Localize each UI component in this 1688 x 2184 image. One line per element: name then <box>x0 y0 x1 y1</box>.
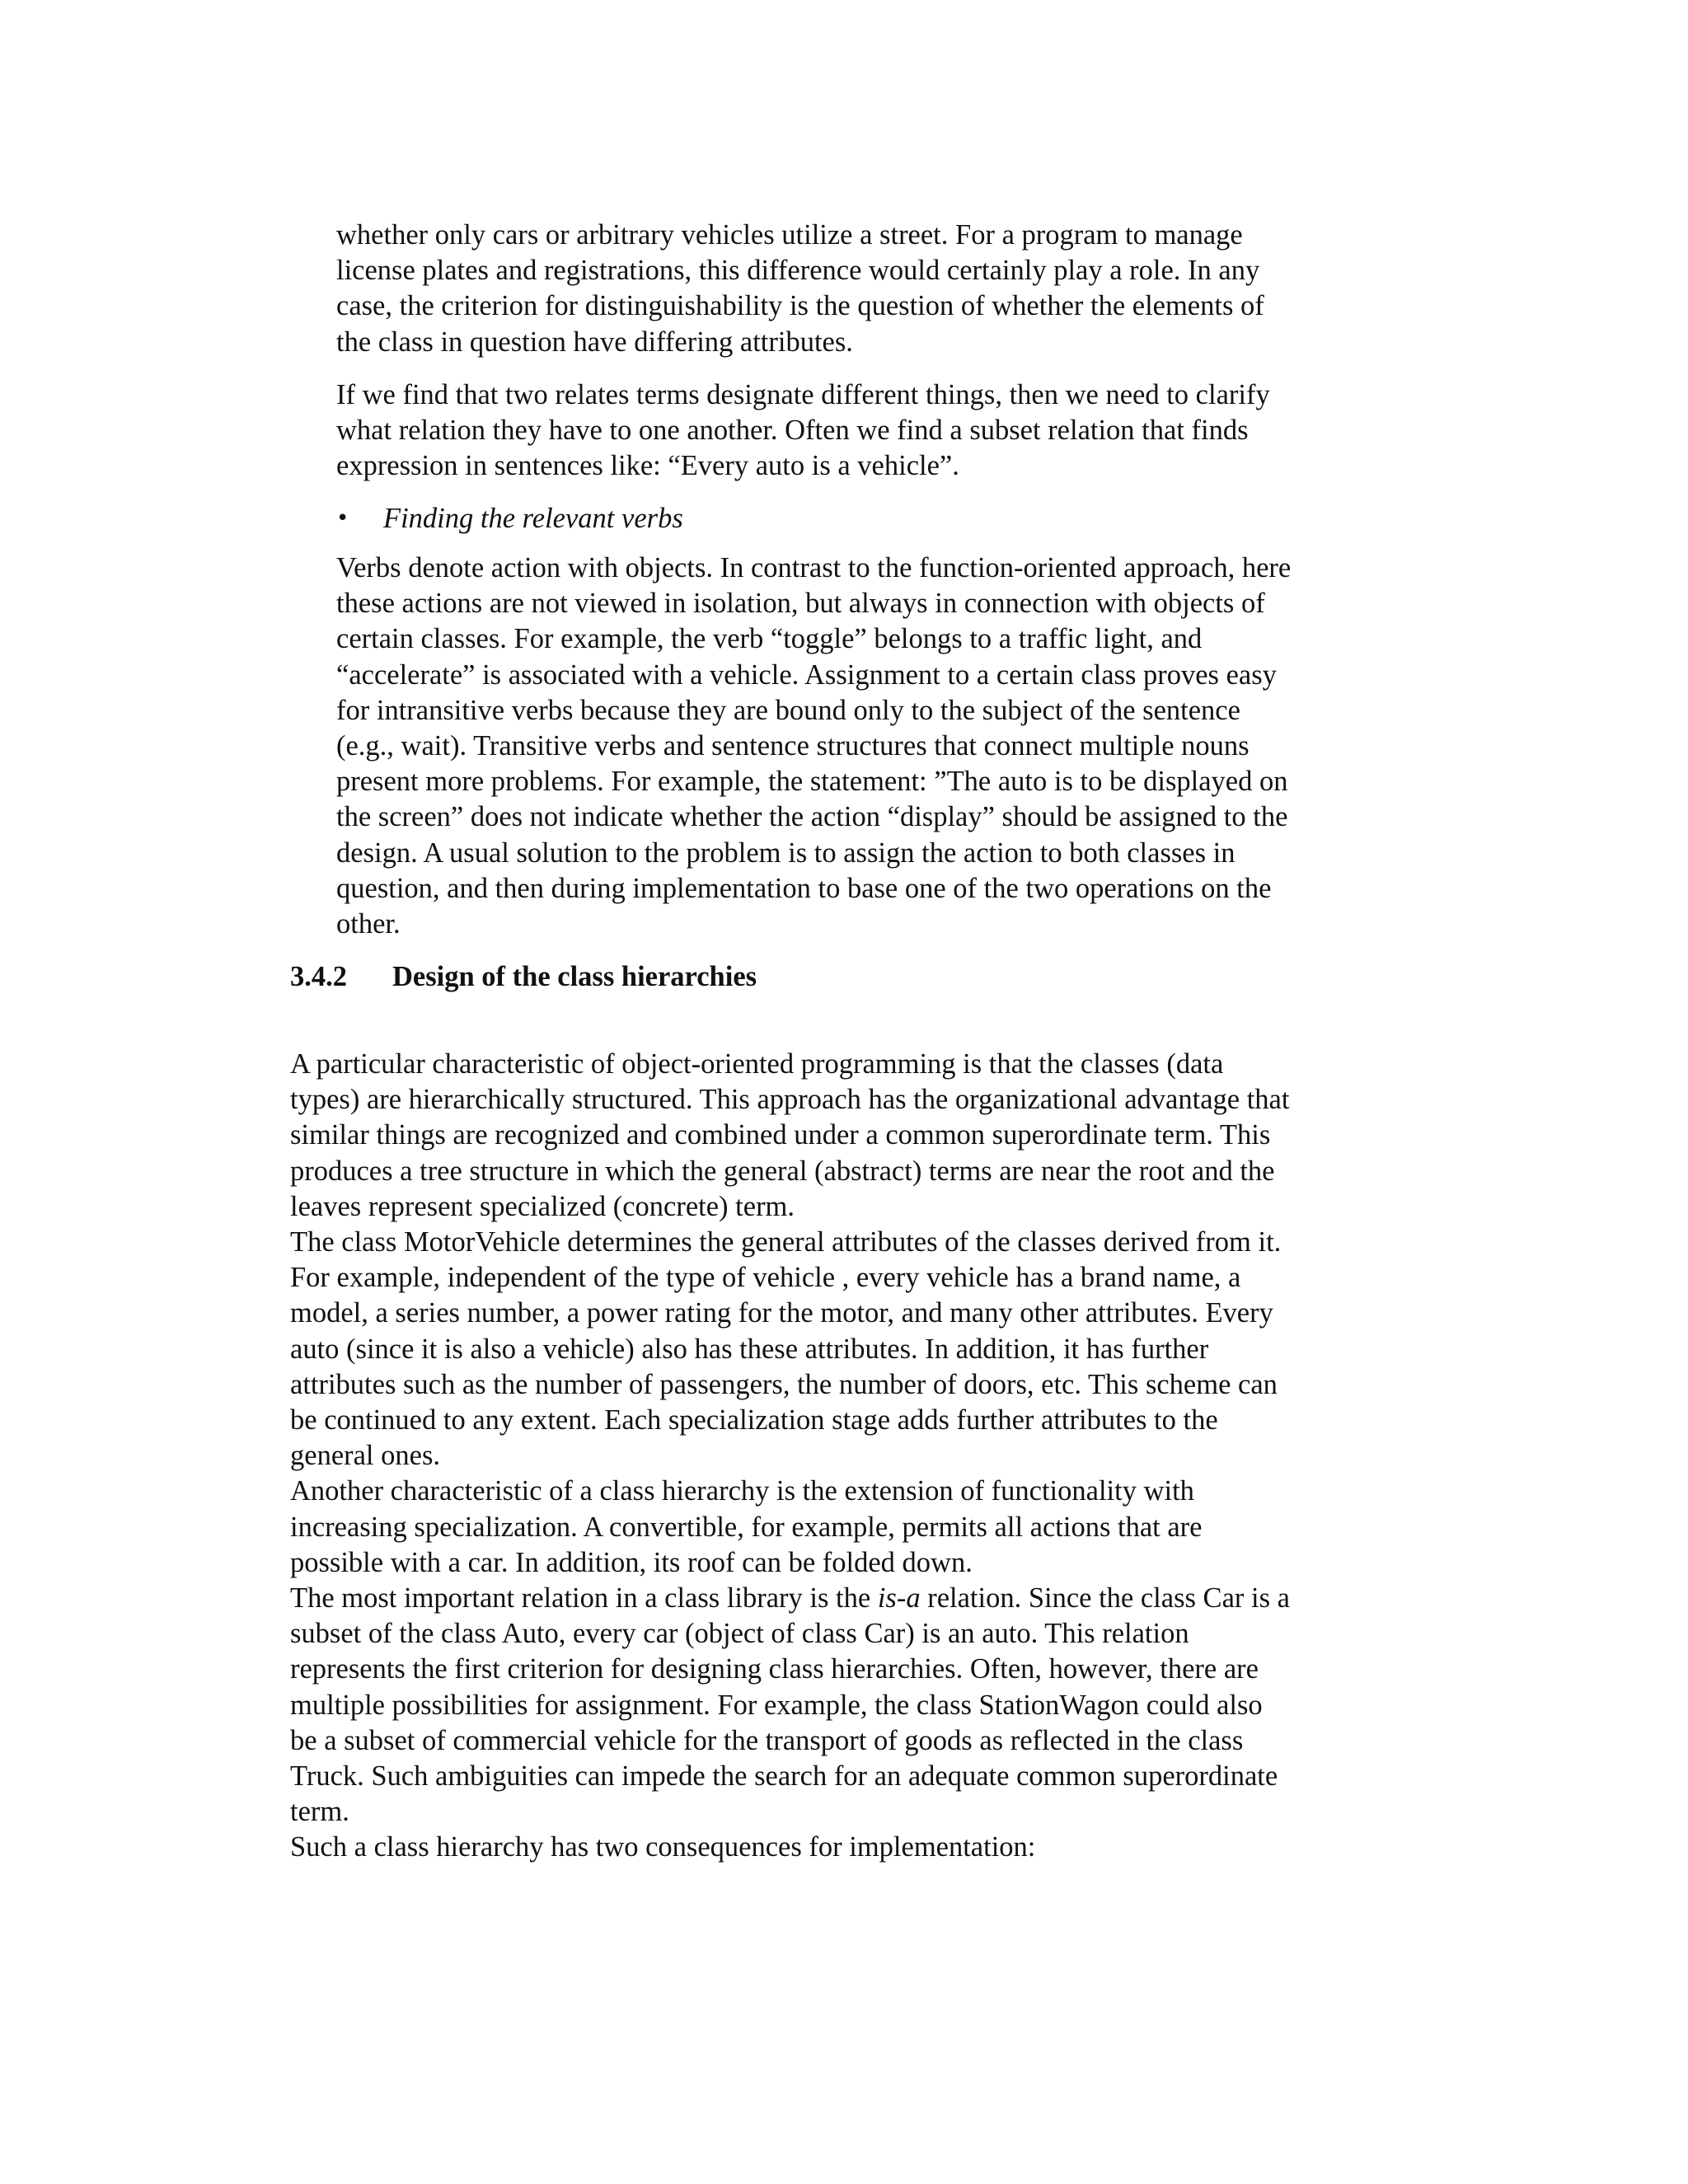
body-text-class-hierarchies <box>290 1047 1411 1866</box>
text-line: license plates and registrations, this difference would certainly play a role. In any <box>336 255 1260 287</box>
text-line: expression in sentences like: “Every auto is a vehicle”. <box>336 450 959 482</box>
text-line: For example, independent of the type of vehicle , every vehicle has a brand name, a <box>290 1262 1241 1294</box>
text-line-is-a <box>290 1581 1411 1616</box>
text-line: “accelerate” is associated with a vehicle. Assignment to a certain class proves easy <box>336 658 1277 691</box>
text-line: term. <box>290 1796 349 1828</box>
section-title: Design of the class hierarchies <box>392 961 757 992</box>
text-line: attributes such as the number of passengers, the number of doors, etc. This scheme can <box>290 1368 1278 1400</box>
text-line: Another characteristic of a class hierarchy is the extension of functionality with <box>290 1475 1194 1507</box>
text-line: model, a series number, a power rating for the motor, and many other attributes. Every <box>290 1297 1273 1329</box>
paragraph-text <box>336 377 1408 485</box>
section-number: 3.4.2 <box>290 961 347 992</box>
text-line: these actions are not viewed in isolation, but always in connection with objects of <box>336 588 1265 620</box>
paragraph-subset-relation <box>336 377 1408 485</box>
emphasis-is-a: is-a <box>877 1582 921 1615</box>
text-line: question, and then during implementation to base one of the two operations on the <box>336 872 1272 904</box>
text-fragment: relation. Since the class Car is a <box>920 1582 1290 1615</box>
section-heading <box>290 959 757 995</box>
text-line: other. <box>336 908 401 940</box>
text-line: present more problems. For example, the statement: ”The auto is to be displayed on <box>336 766 1288 798</box>
text-line: subset of the class Auto, every car (object of class Car) is an auto. This relation <box>290 1618 1189 1650</box>
text-line: whether only cars or arbitrary vehicles utilize a street. For a program to manage <box>336 219 1243 251</box>
text-line: (e.g., wait). Transitive verbs and sentence structures that connect multiple nouns <box>336 730 1250 762</box>
text-line: Truck. Such ambiguities can impede the search for an adequate common superordinate <box>290 1760 1278 1793</box>
text-line: Verbs denote action with objects. In contrast to the function-oriented approach, here <box>336 552 1292 583</box>
paragraph-text <box>290 1047 1411 1866</box>
text-line: the class in question have differing attributes. <box>336 326 853 358</box>
text-line: possible with a car. In addition, its roof can be folded down. <box>290 1546 973 1578</box>
text-line: similar things are recognized and combined under a common superordinate term. This <box>290 1119 1271 1151</box>
text-line: what relation they have to one another. Often we find a subset relation that finds <box>336 415 1249 447</box>
text-line: general ones. <box>290 1440 441 1472</box>
text-line: multiple possibilities for assignment. For example, the class StationWagon could also <box>290 1689 1263 1721</box>
text-line: A particular characteristic of object-oriented programming is that the classes (data <box>290 1048 1224 1080</box>
text-fragment: The most important relation in a class library is the <box>290 1582 878 1615</box>
bullet-icon: • <box>336 506 349 531</box>
paragraph-verbs <box>336 551 1408 942</box>
text-line: certain classes. For example, the verb “toggle” belongs to a traffic light, and <box>336 623 1203 655</box>
text-line: Such a class hierarchy has two consequences for implementation: <box>290 1831 1036 1863</box>
text-line: The class MotorVehicle determines the general attributes of the classes derived from it. <box>290 1226 1282 1258</box>
text-line: be continued to any extent. Each specialization stage adds further attributes to the <box>290 1404 1218 1436</box>
text-line: produces a tree structure in which the general (abstract) terms are near the root and the <box>290 1155 1275 1187</box>
text-line: design. A usual solution to the problem is to assign the action to both classes in <box>336 837 1236 869</box>
paragraph-text <box>336 551 1408 942</box>
text-line: auto (since it is also a vehicle) also has these attributes. In addition, it has further <box>290 1333 1209 1365</box>
bullet-text: Finding the relevant verbs <box>383 503 683 534</box>
text-line: for intransitive verbs because they are bound only to the subject of the sentence <box>336 694 1240 726</box>
paragraph-street-usage <box>336 218 1408 360</box>
paragraph-text <box>336 218 1408 360</box>
text-line: the screen” does not indicate whether the action “display” should be assigned to the <box>336 801 1288 833</box>
text-line: If we find that two relates terms designate different things, then we need to clarify <box>336 379 1270 410</box>
text-line: types) are hierarchically structured. This approach has the organizational advantage that <box>290 1084 1290 1116</box>
text-line: be a subset of commercial vehicle for the transport of goods as reflected in the class <box>290 1724 1244 1756</box>
text-line: represents the first criterion for designing class hierarchies. Often, however, there are <box>290 1653 1259 1685</box>
text-line: leaves represent specialized (concrete) term. <box>290 1190 795 1222</box>
text-line: increasing specialization. A convertible, for example, permits all actions that are <box>290 1511 1203 1543</box>
text-line: case, the criterion for distinguishability is the question of whether the elements of <box>336 290 1264 322</box>
